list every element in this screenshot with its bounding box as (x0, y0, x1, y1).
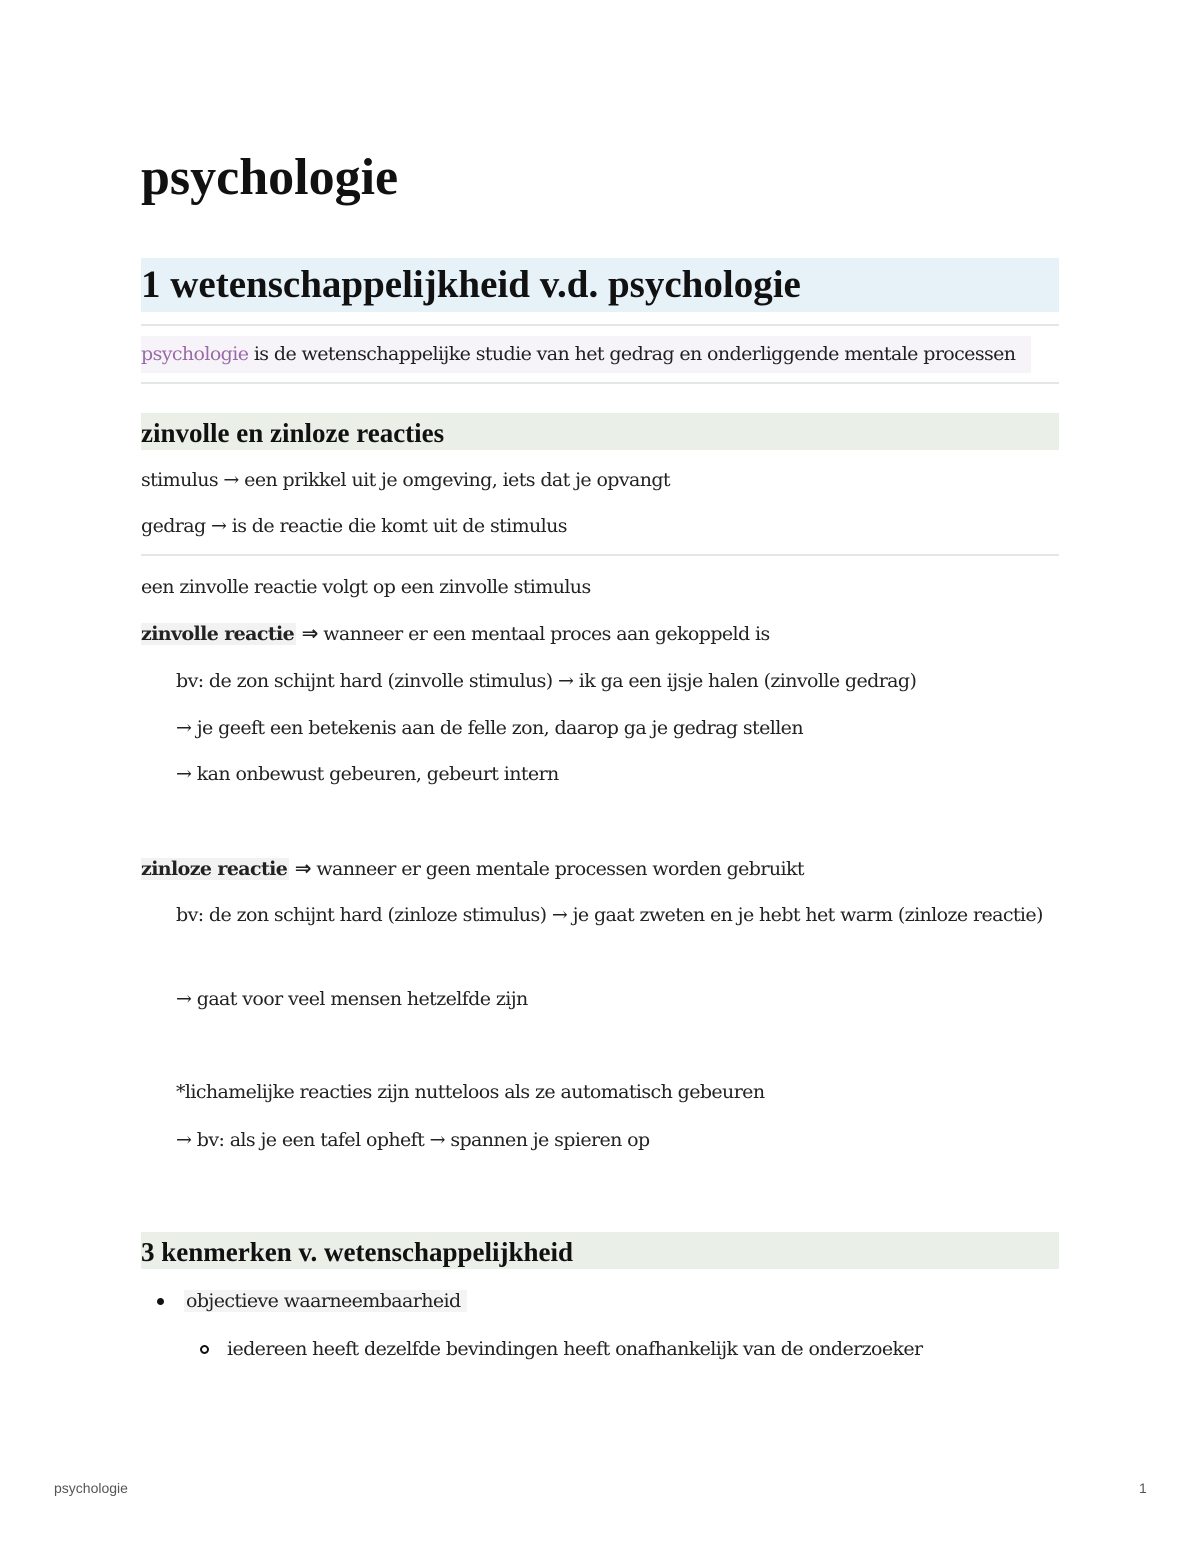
divider (141, 324, 1059, 326)
subsection-heading-block (141, 413, 1059, 450)
zinloos-example: bv: de zon schijnt hard (zinloze stimulus) → je gaat zweten en je hebt het warm (zinloze reactie) (176, 904, 1043, 926)
bullet-icon (157, 1298, 164, 1305)
zinloos-note: → gaat voor veel mensen hetzelfde zijn (176, 988, 528, 1010)
section-heading: 1 wetenschappelijkheid v.d. psychologie (141, 263, 801, 306)
section-heading-block (141, 258, 1059, 312)
divider (141, 554, 1059, 556)
zinvol-note: → kan onbewust gebeuren, gebeurt intern (176, 763, 559, 785)
zinvol-definition (141, 620, 770, 647)
definition-term: psychologie (141, 343, 249, 365)
definition-text: is de wetenschappelijke studie van het gedrag en onderliggende mentale processen (248, 343, 1016, 365)
zinloos-term: zinloze reactie (141, 858, 288, 880)
divider (141, 382, 1059, 384)
subsection-heading: zinvolle en zinloze reacties (141, 418, 445, 448)
zinvol-note: → je geeft een betekenis aan de felle zon, daarop ga je gedrag stellen (176, 717, 803, 739)
zinloos-text: wanneer er geen mentale processen worden gebruikt (310, 858, 804, 880)
zinvol-text: wanneer er een mentaal proces aan gekoppeld is (317, 623, 770, 645)
footnote: *lichamelijke reacties zijn nutteloos als ze automatisch gebeuren (176, 1081, 765, 1103)
subsection-heading: 3 kenmerken v. wetenschappelijkheid (141, 1237, 574, 1267)
double-arrow-icon: ⇒ (294, 856, 311, 880)
list-item (184, 1288, 467, 1314)
footer-document-name: psychologie (54, 1480, 128, 1496)
zinvol-term: zinvolle reactie (141, 623, 295, 645)
subsection-heading-block (141, 1232, 1059, 1269)
gedrag-line: gedrag → is de reactie die komt uit de stimulus (141, 515, 567, 537)
double-arrow-icon: ⇒ (301, 621, 318, 645)
zinloos-definition (141, 855, 804, 882)
stimulus-line: stimulus → een prikkel uit je omgeving, iets dat je opvangt (141, 469, 670, 491)
sub-bullet-icon (200, 1345, 209, 1354)
definition-line (141, 341, 1015, 367)
definition-callout (141, 336, 1031, 373)
intro-line: een zinvolle reactie volgt op een zinvolle stimulus (141, 576, 591, 598)
list-item-text: objectieve waarneembaarheid (184, 1290, 467, 1312)
zinvol-example: bv: de zon schijnt hard (zinvolle stimulus) → ik ga een ijsje halen (zinvolle gedrag) (176, 670, 917, 692)
document-title: psychologie (141, 149, 399, 206)
footnote-example: → bv: als je een tafel opheft → spannen je spieren op (176, 1129, 650, 1151)
footer-page-number: 1 (1139, 1480, 1147, 1496)
sub-list-item: iedereen heeft dezelfde bevindingen heeft onafhankelijk van de onderzoeker (227, 1338, 923, 1360)
